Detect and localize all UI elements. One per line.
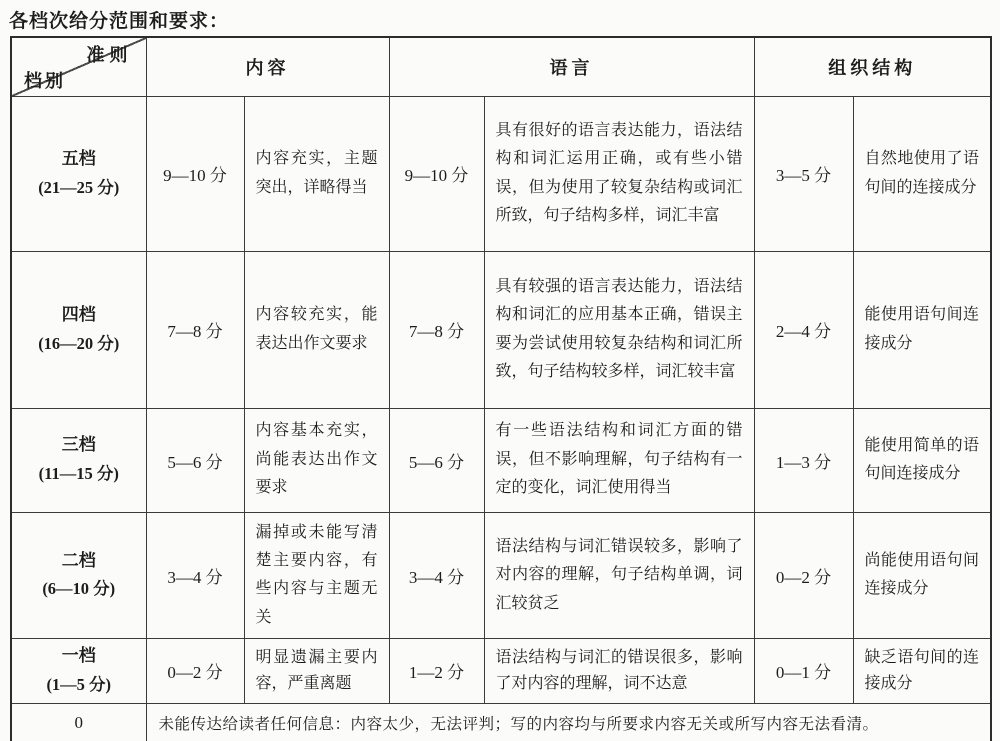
header-row xyxy=(11,37,991,96)
header-structure: 组织结构 xyxy=(754,37,991,96)
level-range: (11—15 分) xyxy=(38,464,119,483)
structure-desc: 缺乏语句间的连接成分 xyxy=(853,639,991,703)
level-name: 四档 xyxy=(61,304,96,324)
header-content: 内容 xyxy=(146,37,389,96)
content-score: 3—4 分 xyxy=(146,512,244,639)
language-desc: 有一些语法结构和词汇方面的错误，但不影响理解，句子结构有一定的变化，词汇使用得当 xyxy=(484,408,754,512)
content-score: 7—8 分 xyxy=(146,251,244,408)
content-score: 0—2 分 xyxy=(146,639,244,703)
structure-desc: 尚能使用语句间连接成分 xyxy=(853,512,991,639)
content-score: 5—6 分 xyxy=(146,408,244,512)
structure-score: 3—5 分 xyxy=(754,96,853,251)
level-cell xyxy=(11,512,146,639)
level-range: (6—10 分) xyxy=(42,579,116,599)
table-row xyxy=(11,251,991,408)
language-score: 5—6 分 xyxy=(389,408,484,512)
language-score: 9—10 分 xyxy=(389,96,484,251)
table-row xyxy=(11,639,991,703)
content-score: 9—10 分 xyxy=(146,96,244,251)
table-row xyxy=(11,408,991,512)
zero-row xyxy=(11,703,991,741)
language-score: 3—4 分 xyxy=(389,512,484,639)
language-desc: 具有很好的语言表达能力，语法结构和词汇运用正确，或有些小错误，但为使用了较复杂结构或词汇所致，句子结构多样，词汇丰富 xyxy=(484,96,754,251)
level-range: (1—5 分) xyxy=(46,674,112,694)
content-desc: 明显遗漏主要内容，严重离题 xyxy=(244,639,389,703)
level-name: 一档 xyxy=(61,646,96,666)
zero-desc: 未能传达给读者任何信息：内容太少，无法评判；写的内容均与所要求内容无关或所写内容无法看清。 xyxy=(146,703,991,741)
language-desc: 具有较强的语言表达能力，语法结构和词汇的应用基本正确，错误主要为尝试使用较复杂结构和词汇所致，句子结构较多样，词汇较丰富 xyxy=(484,251,754,408)
corner-level-label: 档别 xyxy=(24,70,66,91)
language-desc: 语法结构与词汇的错误很多，影响了对内容的理解，词不达意 xyxy=(484,639,754,703)
table-row xyxy=(11,96,991,251)
level-range: (16—20 分) xyxy=(38,333,120,353)
zero-level: 0 xyxy=(11,703,146,741)
content-desc: 内容充实，主题突出，详略得当 xyxy=(244,96,389,251)
level-name: 五档 xyxy=(61,148,96,168)
level-cell xyxy=(11,96,146,251)
language-score: 1—2 分 xyxy=(389,639,484,703)
level-cell xyxy=(11,408,146,512)
content-desc: 内容基本充实，尚能表达出作文要求 xyxy=(244,408,389,512)
structure-desc: 能使用语句间连接成分 xyxy=(853,251,991,408)
table-row xyxy=(11,512,991,639)
level-name: 二档 xyxy=(61,550,96,570)
structure-score: 0—2 分 xyxy=(754,512,853,639)
grading-criteria-table xyxy=(10,36,992,741)
language-score: 7—8 分 xyxy=(389,251,484,408)
structure-desc: 自然地使用了语句间的连接成分 xyxy=(853,96,991,251)
level-cell xyxy=(11,251,146,408)
content-desc: 漏掉或未能写清楚主要内容，有些内容与主题无关 xyxy=(244,512,389,639)
content-desc: 内容较充实，能表达出作文要求 xyxy=(244,251,389,408)
structure-score: 1—3 分 xyxy=(754,408,853,512)
corner-criteria-label: 准则 xyxy=(86,45,133,65)
corner-cell xyxy=(11,37,146,96)
language-desc: 语法结构与词汇错误较多，影响了对内容的理解，句子结构单调，词汇较贫乏 xyxy=(484,512,754,639)
header-language: 语言 xyxy=(389,37,754,96)
page-title: 各档次给分范围和要求： xyxy=(9,11,230,32)
structure-desc: 能使用简单的语句间连接成分 xyxy=(853,408,991,512)
level-range: (21—25 分) xyxy=(38,177,120,197)
level-cell xyxy=(11,639,146,703)
level-name: 三档 xyxy=(61,435,96,455)
structure-score: 2—4 分 xyxy=(754,251,853,408)
structure-score: 0—1 分 xyxy=(754,639,853,703)
